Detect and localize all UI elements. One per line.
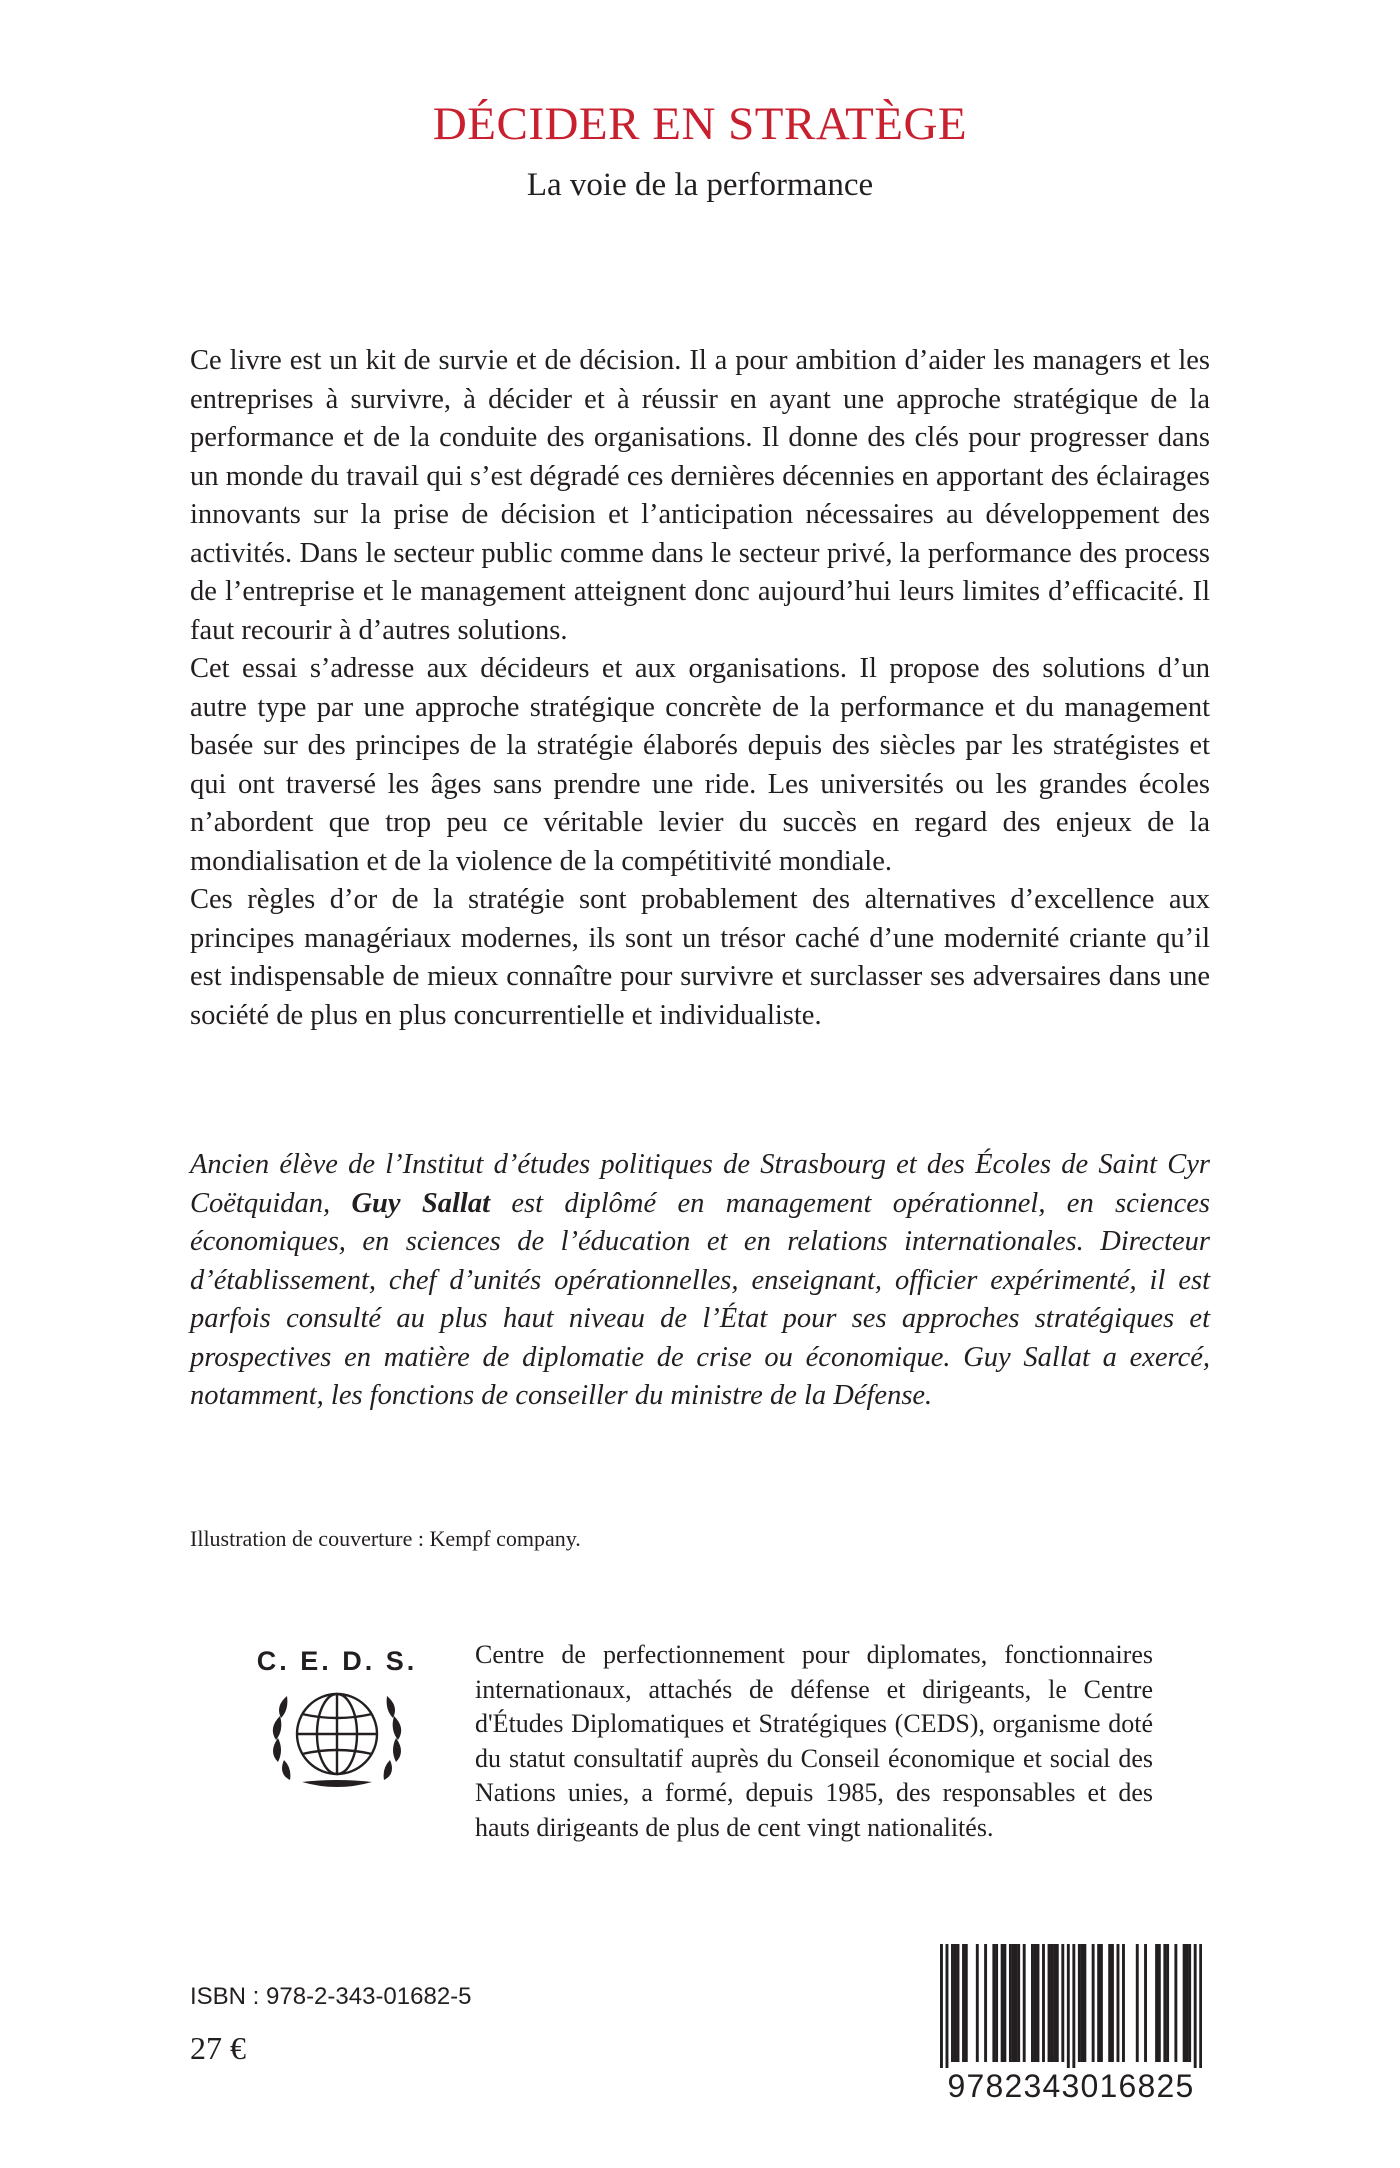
barcode-bar: [1158, 1944, 1161, 2062]
barcode-bar: [1017, 1944, 1020, 2062]
barcode-bar: [962, 1944, 965, 2062]
bio-rest: est diplômé en management opérationnel, en sciences économiques, en sciences de l’éducation et en relations internationales. Directeur d’établissement, chef d’unités opérationnelles, enseignant, officier expérimenté, il est parfois consulté au plus haut niveau de l’État pour ses approches stratégiques et prospectives en matière de diplomatie de crise ou économique. Guy Sallat a exercé, notamment, les fonctions de conseiller du ministre de la Défense.: [190, 1187, 1210, 1411]
barcode-bar: [1100, 1944, 1103, 2062]
barcode-bar: [1092, 1944, 1095, 2062]
barcode-bar: [1050, 1944, 1053, 2062]
price: 27 €: [190, 2030, 246, 2066]
barcode-bar: [1155, 1944, 1158, 2062]
barcode-bar: [1083, 1944, 1086, 2062]
barcode-bar: [1097, 1944, 1100, 2062]
barcode-bar: [1048, 1944, 1051, 2062]
barcode-bar: [1188, 1944, 1191, 2062]
barcode-bar: [1078, 1944, 1081, 2062]
barcode-bar: [976, 1944, 979, 2062]
barcode-bar: [954, 1944, 957, 2062]
barcode-bar: [940, 1944, 943, 2068]
book-description: [190, 342, 1210, 1035]
barcode-bar: [1042, 1944, 1045, 2062]
barcode-bar: [1174, 1944, 1177, 2062]
isbn: ISBN : 978-2-343-01682-5: [190, 1983, 472, 2010]
barcode-bar: [1111, 1944, 1114, 2062]
barcode-bar: [1183, 1944, 1186, 2062]
barcode-bar: [1081, 1944, 1084, 2062]
barcode-digits: 9782343016825: [947, 2068, 1195, 2104]
barcode-bar: [1003, 1944, 1006, 2062]
barcode-bar: [1108, 1944, 1111, 2062]
barcode: [940, 1944, 1202, 2112]
barcode-bar: [1122, 1944, 1125, 2062]
barcode-bar: [1163, 1944, 1166, 2062]
description-paragraph: Ces règles d’or de la stratégie sont probablement des alternatives d’excellence aux principes managériaux modernes, ils sont un trésor caché d’une modernité criante qu’il est indispensable de mieux connaître pour survivre et surclasser ses adversaires dans une société de plus en plus concurrentielle et individualiste.: [190, 884, 1210, 1031]
illustration-credit: Illustration de couverture : Kempf company.: [190, 1526, 581, 1551]
barcode-bar: [1199, 1944, 1202, 2068]
barcode-bar: [1023, 1944, 1026, 2062]
description-paragraph: Cet essai s’adresse aux décideurs et aux organisations. Il propose des solutions d’un autre type par une approche stratégique concrète de la performance et du management basée sur des principes de la stratégie élaborés depuis des siècles par les stratégistes et qui ont traversé les âges sans prendre une ride. Les universités ou les grandes écoles n’abordent que trop peu ce véritable levier du succès en regard des enjeux de la mondialisation et de la violence de la compétitivité mondiale.: [190, 653, 1210, 877]
barcode-bar: [1014, 1944, 1017, 2062]
book-title: DÉCIDER EN STRATÈGE: [432, 98, 968, 150]
barcode-bar: [1001, 1944, 1004, 2062]
author-bio: [190, 1146, 1210, 1416]
barcode-bar: [1194, 1944, 1197, 2068]
barcode-bar: [1053, 1944, 1056, 2062]
barcode-bar: [1136, 1944, 1139, 2062]
barcode-bar: [992, 1944, 995, 2062]
book-subtitle: La voie de la performance: [526, 167, 874, 203]
ceds-logo: [242, 1638, 432, 1798]
ceds-emblem-icon: [242, 1638, 432, 1798]
barcode-bar: [946, 1944, 949, 2068]
barcode-bar: [1117, 1944, 1120, 2062]
barcode-bar: [1034, 1944, 1037, 2062]
barcode-bar: [1144, 1944, 1147, 2062]
barcode-bar: [1031, 1944, 1034, 2062]
barcode-bar: [1056, 1944, 1059, 2062]
ceds-logo-text: C. E. D. S.: [256, 1646, 418, 1676]
barcode-bar: [1012, 1944, 1015, 2062]
description-paragraph: Ce livre est un kit de survie et de décision. Il a pour ambition d’aider les managers et les entreprises à survivre, à décider et à réussir en ayant une approche stratégique de la performance et de la conduite des organisations. Il donne des clés pour progresser dans un monde du travail qui s’est dégradé ces dernières décennies en apportant des éclairages innovants sur la prise de décision et l’anticipation nécessaires au développement des activités. Dans le secteur public comme dans le secteur privé, la performance des process de l’entreprise et le management atteignent donc aujourd’hui leurs limites d’efficacité. Il faut recourir à d’autres solutions.: [190, 345, 1210, 646]
barcode-bar: [1061, 1944, 1064, 2062]
bio-intro: Ancien élève de l’Institut d’études politiques de Strasbourg et des Écoles de Saint Cyr Coëtquidan,: [190, 1149, 1210, 1219]
barcode-bar: [995, 1944, 998, 2062]
barcode-bar: [957, 1944, 960, 2062]
barcode-bar: [951, 1944, 954, 2062]
barcode-bar: [965, 1944, 968, 2062]
author-name: Guy Sallat: [351, 1187, 490, 1219]
barcode-bar: [1009, 1944, 1012, 2062]
ceds-description: Centre de perfectionnement pour diplomates, fonctionnaires internationaux, attachés de défense et dirigeants, le Centre d'Études Diplomatiques et Stratégiques (CEDS), organisme doté du statut consultatif auprès du Conseil économique et social des Nations unies, a formé, depuis 1985, des responsables et des hauts dirigeants de plus de cent vingt nationalités.: [475, 1640, 1153, 1842]
barcode-bar: [1072, 1944, 1075, 2068]
barcode-bar: [1067, 1944, 1070, 2068]
barcode-bar: [1185, 1944, 1188, 2062]
barcode-bar: [984, 1944, 987, 2062]
barcode-bar: [1166, 1944, 1169, 2062]
barcode-bar: [1037, 1944, 1040, 2062]
barcode-bars: [940, 1944, 1202, 2068]
